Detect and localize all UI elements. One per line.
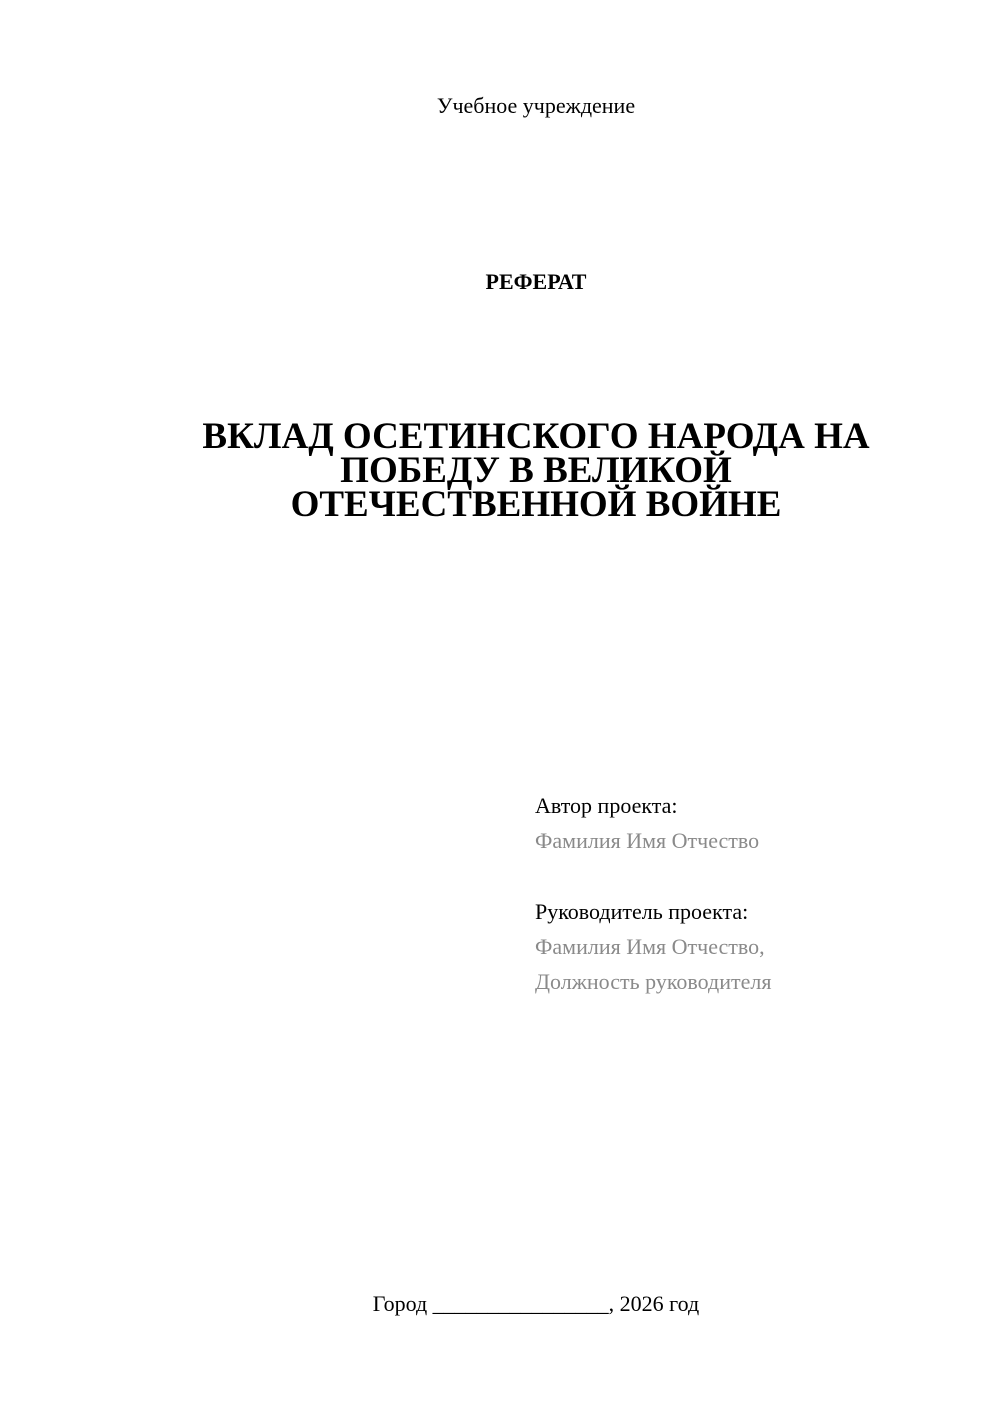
author-label: Автор проекта: — [535, 793, 678, 818]
author-name: Фамилия Имя Отчество — [535, 828, 760, 853]
document-type-heading: РЕФЕРАТ — [485, 269, 587, 294]
credits-block — [535, 788, 975, 999]
supervisor-name: Фамилия Имя Отчество, — [535, 934, 765, 959]
title-line-2: ПОБЕДУ В ВЕЛИКОЙ — [340, 450, 732, 491]
institution-name: Учебное учреждение — [436, 93, 636, 118]
supervisor-label: Руководитель проекта: — [535, 899, 749, 924]
city-year-footer: Город ________________, 2026 год — [372, 1291, 700, 1316]
title-line-1: ВКЛАД ОСЕТИНСКОГО НАРОДА НА — [202, 416, 870, 457]
document-title — [160, 416, 912, 525]
title-line-3: ОТЕЧЕСТВЕННОЙ ВОЙНЕ — [290, 484, 782, 525]
credits-spacer — [535, 858, 975, 894]
supervisor-position: Должность руководителя — [535, 969, 772, 994]
